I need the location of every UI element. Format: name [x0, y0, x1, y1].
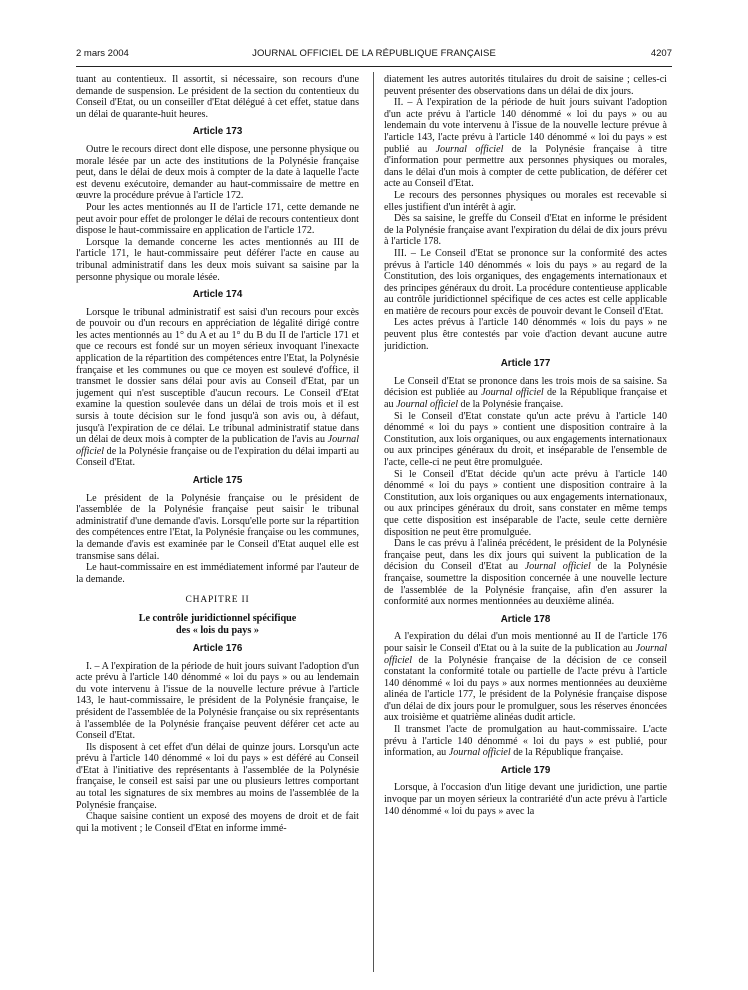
paragraph: Si le Conseil d'Etat décide qu'un acte prévu à l'article 140 dénommé « loi du pays » contient une disposition contraire à la Constitution, aux lois organiques ou aux engagements internationaux, ou aux principes généraux du droit, sans constater en même temps que cette disposition est inséparable de l'acte, seule cette dernière disposition ne peut être promulguée. [384, 468, 667, 538]
article-heading: Article 174 [192, 289, 243, 301]
paragraph: tuant au contentieux. Il assortit, si nécessaire, son recours d'une demande de suspension. Le président de la section du contentieux du Conseil d'Etat, ou un conseiller d'Etat délégué à cet effet, statue dans un délai de quarante-huit heures. [76, 74, 359, 120]
paragraph: Lorsque la demande concerne les actes mentionnés au III de l'article 171, le haut-commissaire peut déférer l'acte en cause au tribunal administratif dans les deux mois suivant sa saisine par la personne physique ou morale lésée. [76, 236, 359, 283]
article-heading: Article 178 [500, 613, 551, 625]
chapter-heading: CHAPITRE II [185, 595, 250, 606]
paragraph: Si le Conseil d'Etat constate qu'un acte prévu à l'article 140 dénommé « loi du pays » contient une disposition contraire à la Constitution, aux lois organiques, ou aux engagements internationaux ou aux principes généraux du droit, et inséparable de l'ensemble de l'acte, celle-ci ne peut être promulguée. [384, 410, 667, 468]
paragraph: A l'expiration du délai d'un mois mentionné au II de l'article 176 pour saisir le Conseil d'Etat ou à la suite de la publication au Journal officiel de la Polynésie française de la décision de ce conseil constatant la conformité totale ou partielle de l'acte prévu à l'article 140 dénommé « loi du pays » aux normes mentionnées au deuxième alinéa de l'article 177, le président de la Polynésie française dispose d'un délai de dix jours pour le promulguer, sous les réserves énoncées aux troisième et quatrième alinéas dudit article. [384, 631, 667, 724]
chapter-title: Le contrôle juridictionnel spécifique des « lois du pays » [138, 612, 297, 636]
page-header [76, 48, 672, 64]
paragraph: I. – A l'expiration de la période de huit jours suivant l'adoption d'un acte prévu à l'article 140 dénommé « loi du pays » ou au lendemain du vote intervenu à l'issue de la nouvelle lecture prévue à l'article 143, le haut-commissaire, le président de la Polynésie française, le président de l'assemblée de la Polynésie française ou six représentants à l'assemblée de la Polynésie française peuvent déférer cet acte au Conseil d'Etat. [76, 660, 359, 742]
article-heading: Article 173 [192, 126, 243, 138]
paragraph: Le recours des personnes physiques ou morales est recevable si elles justifient d'un intérêt à agir. [384, 189, 667, 213]
paragraph: Il transmet l'acte de promulgation au haut-commissaire. L'acte prévu à l'article 140 dénommé « loi du pays » est publié, pour information, au Journal officiel de la République française. [384, 724, 667, 759]
paragraph: Dès sa saisine, le greffe du Conseil d'Etat en informe le président de la Polynésie française avant l'expiration du délai de dix jours prévu à l'article 178. [384, 213, 667, 248]
header-rule [76, 66, 672, 67]
article-heading: Article 175 [192, 475, 243, 486]
paragraph: Ils disposent à cet effet d'un délai de quinze jours. Lorsqu'un acte prévu à l'article 140 dénommé « loi du pays » est déféré au Conseil d'Etat à l'initiative des représentants à l'assemblée de la Polynésie française, le conseil est saisi par une ou plusieurs lettres comportant au total les signatures de six membres au moins de l'assemblée de la Polynésie française. [76, 741, 359, 811]
article-heading: Article 177 [500, 358, 551, 370]
article-heading: Article 176 [192, 642, 243, 654]
paragraph: Lorsque, à l'occasion d'un litige devant une juridiction, une partie invoque par un moyen sérieux la contrariété d'un acte prévu à l'article 140 dénommé « loi du pays » avec la [384, 782, 667, 817]
paragraph: Outre le recours direct dont elle dispose, une personne physique ou morale lésée par un acte des institutions de la Polynésie française peut, dans le délai de deux mois à compter de la date à laquelle l'acte est devenu exécutoire, demander au haut-commissaire de mettre en œuvre la procédure prévue à l'article 172. [76, 143, 359, 202]
paragraph: Chaque saisine contient un exposé des moyens de droit et de fait qui la motivent ; le Conseil d'Etat en informe immé- [76, 811, 359, 834]
paragraph: Le haut-commissaire en est immédiatement informé par l'auteur de la demande. [76, 562, 359, 585]
paragraph: Pour les actes mentionnés au II de l'article 171, cette demande ne peut avoir pour effet de prolonger le délai de recours contentieux dont dispose le haut-commissaire en application de l'article 172. [76, 201, 359, 237]
journal-title: JOURNAL OFFICIEL DE LA RÉPUBLIQUE FRANÇAISE [252, 48, 496, 59]
page-number: 4207 [650, 48, 672, 59]
article-heading: Article 179 [500, 764, 551, 776]
right-column [384, 74, 667, 979]
paragraph: Le Conseil d'Etat se prononce dans les trois mois de sa saisine. Sa décision est publiée au Journal officiel de la République française et au Journal officiel de la Polynésie française. [384, 375, 667, 411]
paragraph: Les actes prévus à l'article 140 dénommés « lois du pays » ne peuvent plus être contestés par voie d'action devant aucune autre juridiction. [384, 317, 667, 352]
paragraph: Le président de la Polynésie française ou le président de l'assemblée de la Polynésie française peut saisir le tribunal administratif d'une demande d'avis. Lorsqu'elle porte sur la répartition des compétences entre l'Etat, la Polynésie française ou les communes, la demande d'avis est examinée par le Conseil d'Etat auquel elle est transmise sans délai. [76, 492, 359, 562]
header-date: 2 mars 2004 [76, 48, 129, 59]
paragraph: III. – Le Conseil d'Etat se prononce sur la conformité des actes prévus à l'article 140 dénommés « lois du pays » au regard de la Constitution, des lois organiques, des engagements internationaux et des principes généraux du droit. La procédure contentieuse applicable au contrôle juridictionnel spécifique de ces actes est celle applicable en matière de recours pour excès de pouvoir devant le Conseil d'Etat. [384, 247, 667, 317]
column-divider [373, 72, 374, 972]
paragraph: Dans le cas prévu à l'alinéa précédent, le président de la Polynésie française peut, dans les dix jours qui suivent la publication de la décision du Conseil d'Etat au Journal officiel de la Polynésie française, soumettre la disposition concernée à une nouvelle lecture de l'assemblée de la Polynésie française, afin d'en assurer la conformité aux normes mentionnées au deuxième alinéa. [384, 538, 667, 608]
paragraph: Lorsque le tribunal administratif est saisi d'un recours pour excès de pouvoir ou d'un recours en appréciation de légalité dirigé contre les actes mentionnés au 1° du A et au 1° du B du II de l'article 171 et que ce recours est fondé sur un moyen sérieux invoquant l'inexacte application de la répartition des compétences entre l'Etat, la Polynésie française et les communes ou que ce moyen est soulevé d'office, il transmet le dossier sans délai pour avis au Conseil d'Etat, par un jugement qui n'est susceptible d'aucun recours. Le Conseil d'Etat examine la question soulevée dans un délai de trois mois et il est sursis à toute décision sur le fond jusqu'à son avis ou, à défaut, jusqu'à l'expiration de ce délai. Le tribunal administratif statue dans un délai de deux mois à compter de la publication de l'avis au Journal officiel de la Polynésie française ou de l'expiration du délai imparti au Conseil d'Etat. [76, 306, 359, 469]
paragraph: diatement les autres autorités titulaires du droit de saisine ; celles-ci peuvent présenter des observations dans un délai de dix jours. [384, 74, 667, 97]
left-column [76, 74, 359, 979]
paragraph: II. – A l'expiration de la période de huit jours suivant l'adoption d'un acte prévu à l'article 140 dénommé « loi du pays » ou au lendemain du vote intervenu à l'issue de la nouvelle lecture prévue à l'article 143, l'acte prévu à l'article 140 dénommé « loi du pays » est publié au Journal officiel de la Polynésie française à titre d'information pour permettre aux personnes physiques ou morales, dans le délai d'un mois à compter de cette publication, de déférer cet acte au Conseil d'Etat. [384, 97, 667, 190]
